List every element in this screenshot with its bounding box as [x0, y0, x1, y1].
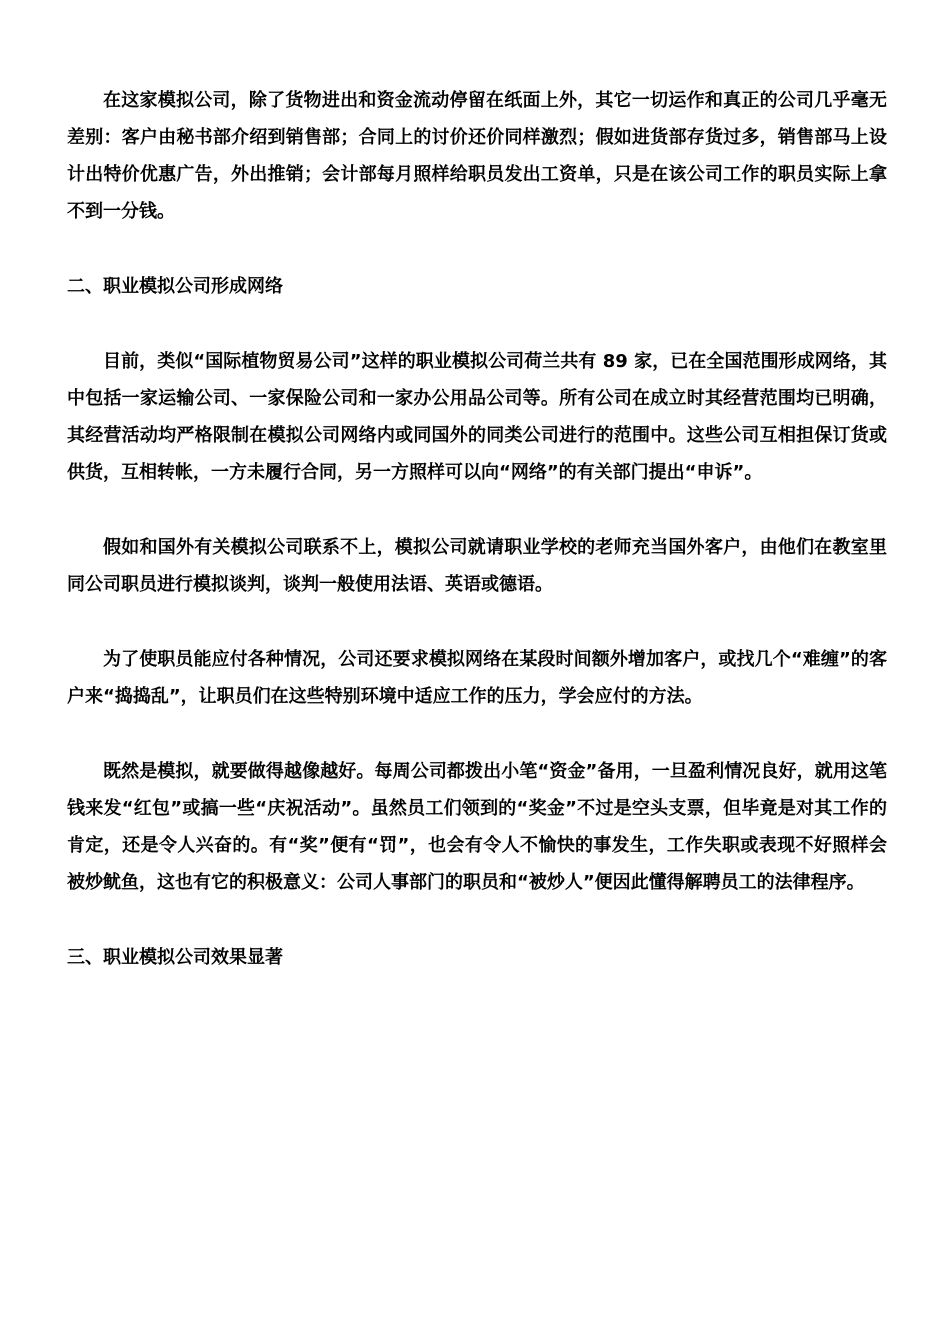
paragraph-gap — [67, 305, 887, 343]
paragraph-gap — [67, 603, 887, 641]
paragraph-network-description: 目前，类似“国际植物贸易公司”这样的职业模拟公司荷兰共有 89 家，已在全国范围形成网络，其中包括一家运输公司、一家保险公司和一家办公用品公司等。所有公司在成立时其经营范围均已明确，其经营活动均严格限制在模拟公司网络内或同国外的同类公司进行的范围中。这些公司互相担保订货或供货，互相转帐，一方未履行合同，另一方照样可以向“网络”的有关部门提出“申诉”。 — [67, 351, 887, 483]
paragraph-rewards-and-penalties: 既然是模拟，就要做得越像越好。每周公司都拨出小笔“资金”备用，一旦盈利情况良好，就用这笔钱来发“红包”或搞一些“庆祝活动”。虽然员工们领到的“奖金”不过是空头支票，但毕竟是对其工作的肯定，还是令人兴奋的。有“奖”便有“罚”，也会有令人不愉快的事发生，工作失职或表现不好照样会被炒鱿鱼，这也有它的积极意义：公司人事部门的职员和“被炒人”便因此懂得解聘员工的法律程序。 — [67, 761, 887, 893]
document-page — [67, 82, 887, 976]
paragraph-foreign-clients: 假如和国外有关模拟公司联系不上，模拟公司就请职业学校的老师充当国外客户，由他们在教室里同公司职员进行模拟谈判，谈判一般使用法语、英语或德语。 — [67, 537, 887, 595]
section-heading-network: 二、职业模拟公司形成网络 — [67, 276, 283, 297]
paragraph-simulated-company-operations: 在这家模拟公司，除了货物进出和资金流动停留在纸面上外，其它一切运作和真正的公司几乎毫无差别：客户由秘书部介绍到销售部；合同上的讨价还价同样激烈；假如进货部存货过多，销售部马上设计出特价优惠广告，外出推销；会计部每月照样给职员发出工资单，只是在该公司工作的职员实际上拿不到一分钱。 — [67, 90, 887, 222]
section-heading-results: 三、职业模拟公司效果显著 — [67, 947, 283, 968]
paragraph-difficult-clients: 为了使职员能应付各种情况，公司还要求模拟网络在某段时间额外增加客户，或找几个“难缠”的客户来“捣捣乱”，让职员们在这些特别环境中适应工作的压力，学会应付的方法。 — [67, 649, 887, 707]
paragraph-gap — [67, 901, 887, 939]
paragraph-gap — [67, 230, 887, 268]
paragraph-gap — [67, 491, 887, 529]
paragraph-gap — [67, 715, 887, 753]
